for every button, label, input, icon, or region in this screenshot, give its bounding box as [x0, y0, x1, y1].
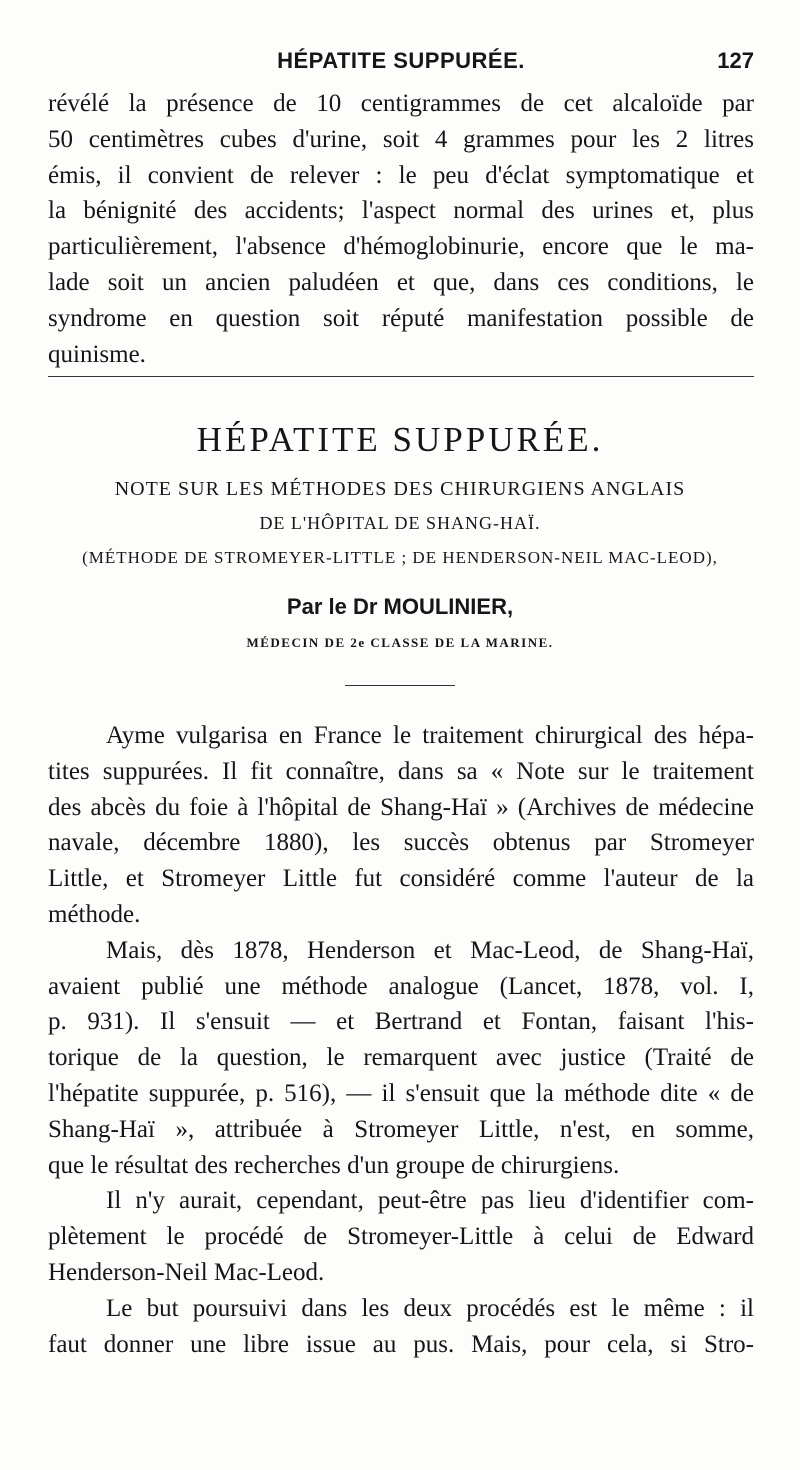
text-line: Shang-Haï », attribuée à Stromeyer Little, n'est, en somme,: [48, 1115, 754, 1143]
article-subtitle: DE L'HÔPITAL DE SHANG-HAÏ.: [259, 513, 541, 533]
running-header: [48, 48, 754, 82]
continuation-paragraph: [48, 86, 754, 372]
text-line: tites suppurées. Il fit connaître, dans sa « Note sur le traitement: [48, 757, 754, 785]
text-line: particulièrement, l'absence d'hémoglobinurie, encore que le ma-: [48, 233, 754, 261]
article-subtitle: (MÉTHODE DE STROMEYER-LITTLE ; DE HENDERSON-NEIL MAC-LEOD),: [82, 548, 718, 567]
running-title: HÉPATITE SUPPURÉE.: [277, 48, 525, 73]
text-line: méthode.: [48, 900, 141, 928]
text-line: quinisme.: [48, 340, 146, 368]
text-line: émis, il convient de relever : le peu d'éclat symptomatique et: [48, 161, 754, 189]
text-line: des abcès du foie à l'hôpital de Shang-Haï » (Archives de médecine: [48, 793, 754, 821]
text-line: navale, décembre 1880), les succès obtenus par Stromeyer: [48, 829, 754, 857]
page-number: 127: [717, 48, 754, 73]
text-line: p. 931). Il s'ensuit — et Bertrand et Fontan, faisant l'his-: [48, 1008, 754, 1036]
text-line: avaient publié une méthode analogue (Lancet, 1878, vol. I,: [48, 972, 754, 1000]
author-title: MÉDECIN DE 2e CLASSE DE LA MARINE.: [246, 635, 554, 650]
short-divider: [345, 685, 455, 686]
text-line: plètement le procédé de Stromeyer-Little à celui de Edward: [48, 1223, 754, 1251]
author-byline: Par le Dr MOULINIER,: [286, 594, 514, 619]
text-line: que le résultat des recherches d'un groupe de chirurgiens.: [48, 1151, 620, 1179]
text-line: révélé la présence de 10 centigrammes de cet alcaloïde par: [48, 90, 754, 117]
section-divider: [48, 376, 754, 377]
text-line: Mais, dès 1878, Henderson et Mac-Leod, de Shang-Haï,: [106, 936, 754, 964]
article-title: HÉPATITE SUPPURÉE.: [196, 420, 604, 459]
text-line: lade soit un ancien paludéen et que, dans ces conditions, le: [48, 268, 754, 296]
text-line: syndrome en question soit réputé manifestation possible de: [48, 304, 754, 332]
text-line: 50 centimètres cubes d'urine, soit 4 grammes pour les 2 litres: [48, 125, 754, 153]
article-subtitle: NOTE SUR LES MÉTHODES DES CHIRURGIENS ANGLAIS: [114, 478, 686, 500]
text-line: l'hépatite suppurée, p. 516), — il s'ensuit que la méthode dite « de: [48, 1079, 754, 1107]
text-line: la bénignité des accidents; l'aspect normal des urines et, plus: [48, 197, 754, 225]
article-body: [48, 718, 754, 1362]
text-line: Il n'y aurait, cependant, peut-être pas lieu d'identifier com-: [106, 1187, 754, 1215]
text-line: Ayme vulgarisa en France le traitement chirurgical des hépa-: [106, 722, 754, 749]
text-line: Henderson-Neil Mac-Leod.: [48, 1258, 325, 1286]
text-line: Le but poursuivi dans les deux procédés est le même : il: [106, 1294, 754, 1322]
text-line: Little, et Stromeyer Little fut considéré comme l'auteur de la: [48, 865, 754, 893]
text-line: torique de la question, le remarquent avec justice (Traité de: [48, 1044, 754, 1072]
text-line: faut donner une libre issue au pus. Mais, pour cela, si Stro-: [48, 1330, 754, 1358]
